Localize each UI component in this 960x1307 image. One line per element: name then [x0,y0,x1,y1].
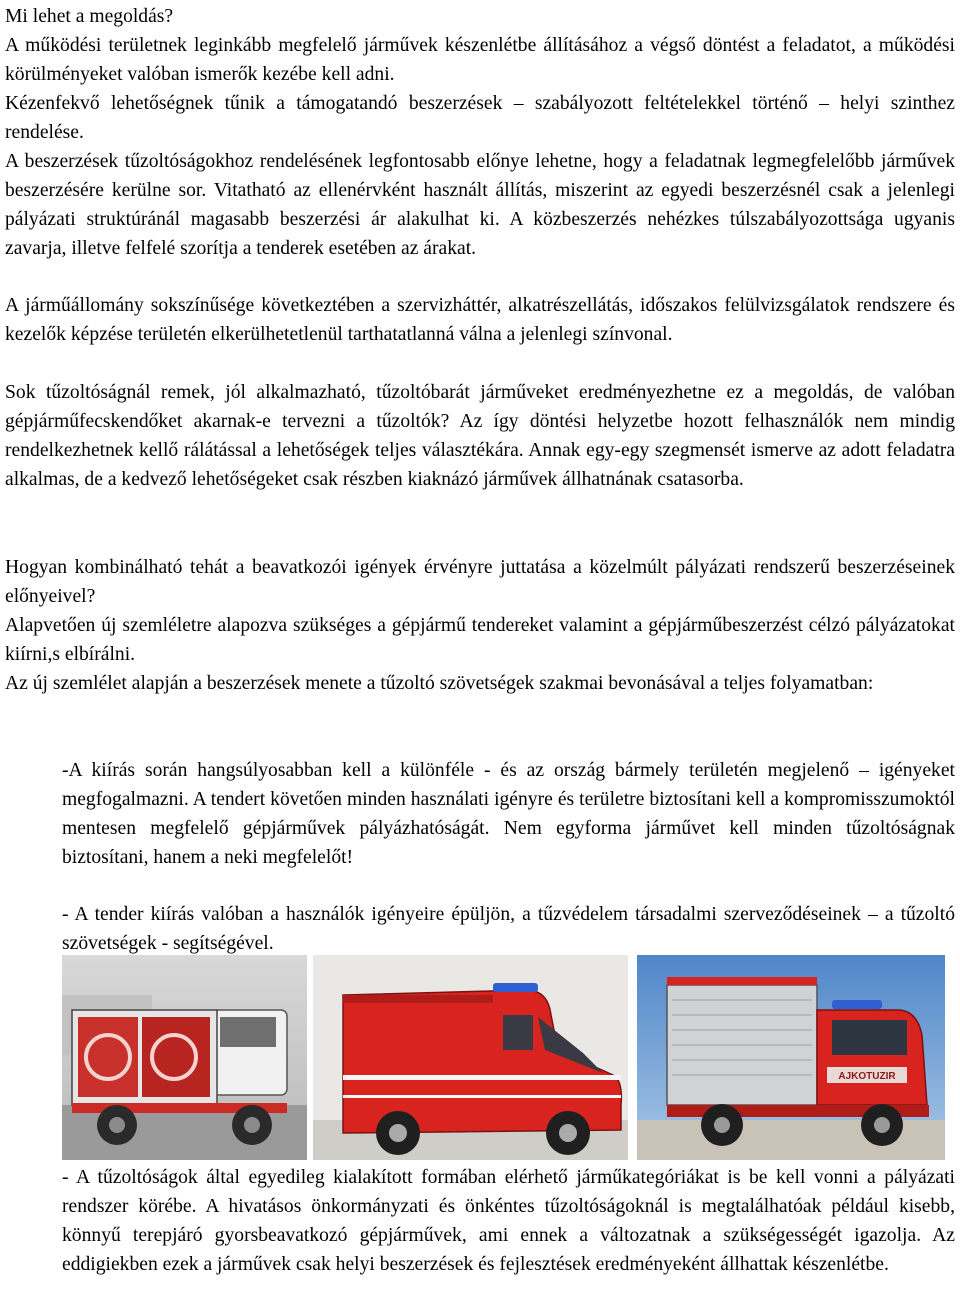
bullet-paragraph: - A tender kiírás valóban a használók igényeire épüljön, a tűzvédelem társadalmi szerveződéseinek – a tűzoltó szövetségek - segítségével. [62,904,955,954]
fire-truck-photo-3 [637,955,945,1160]
bullet-paragraph: - A tűzoltóságok által egyedileg kialakított formában elérhető járműkategóriákat is be kell vonni a pályázati rendszer körébe. A hivatásos önkormányzati és önkéntes tűzoltóságoknál is megtalálhatóak például kisebb, könnyű terepjáró gyorsbeavatkozó gépjárművek, ami ennek a változatnak a szükségességét igazolja. Az eddigiekben ezek a járművek csak helyi beszerzések és fejlesztések eredményeként állhattak készenlétbe. [62,1167,955,1275]
fire-truck-photo-1 [62,955,307,1160]
bullet-paragraph: -A kiírás során hangsúlyosabban kell a különféle - és az ország bármely területén megjelenő – igényeket megfogalmazni. A tendert követően minden használati igényre és területre biztosítani kell a kompromisszumoktól mentesen megfelelő gépjárművek pályázhatóságát. Nem egyforma járművet kell minden tűzoltóságnak biztosítani, hanem a neki megfelelőt! [62,760,955,868]
paragraph: Kézenfekvő lehetőségnek tűnik a támogatandó beszerzések – szabályozott feltételekkel történő – helyi szinthez rendelése. [5,93,955,143]
paragraph: Sok tűzoltóságnál remek, jól alkalmazható, tűzoltóbarát járműveket eredményezhetne ez a megoldás, de valóban gépjárműfecskendőket akarnak-e tervezni a tűzoltók? Az így döntési helyzetbe hozott felhasználók nem mindig rendelkezhetnek kellő rálátással a lehetőségek teljes választékára. Annak egy-egy szegmensét ismerve az adott feladatra alkalmas, de a kedvező lehetőségeket csak részben kiaknázó járművek állhatnának csatasorba. [5,382,955,490]
paragraph: Alapvetően új szemléletre alapozva szükséges a gépjármű tendereket valamint a gépjárműbeszerzést célzó pályázatokat kiírni,s elbírálni. [5,615,955,665]
paragraph: Hogyan kombinálható tehát a beavatkozói igények érvényre juttatása a közelmúlt pályázati rendszerű beszerzéseinek előnyeivel? [5,557,955,607]
fire-truck-photo-2 [313,955,628,1160]
paragraph: Az új szemlélet alapján a beszerzések menete a tűzoltó szövetségek szakmai bevonásával a teljes folyamatban: [5,673,874,694]
paragraph: A beszerzések tűzoltóságokhoz rendelésének legfontosabb előnye lehetne, hogy a feladatnak legmegfelelőbb járművek beszerzésére kerülne sor. Vitatható az ellenérvként használt állítás, miszerint az egyedi beszerzésnél csak a jelenlegi pályázati struktúránál magasabb beszerzési ár alakulhat ki. A közbeszerzés nehézkes túlszabályozottsága ugyanis zavarja, illetve felfelé szorítja a tenderek esetében az árakat. [5,151,955,259]
heading-question: Mi lehet a megoldás? [5,6,174,27]
paragraph: A járműállomány sokszínűsége következtében a szervizháttér, alkatrészellátás, időszakos felülvizsgálatok rendszere és kezelők képzése területén elkerülhetetlenül tarthatatlanná válna a jelenlegi színvonal. [5,295,955,345]
paragraph: A működési területnek leginkább megfelelő járművek készenlétbe állításához a végső döntést a feladatot, a működési körülményeket valóban ismerők kezébe kell adni. [5,35,955,85]
truck-door-text: AJKOTUZIR [838,1071,896,1082]
